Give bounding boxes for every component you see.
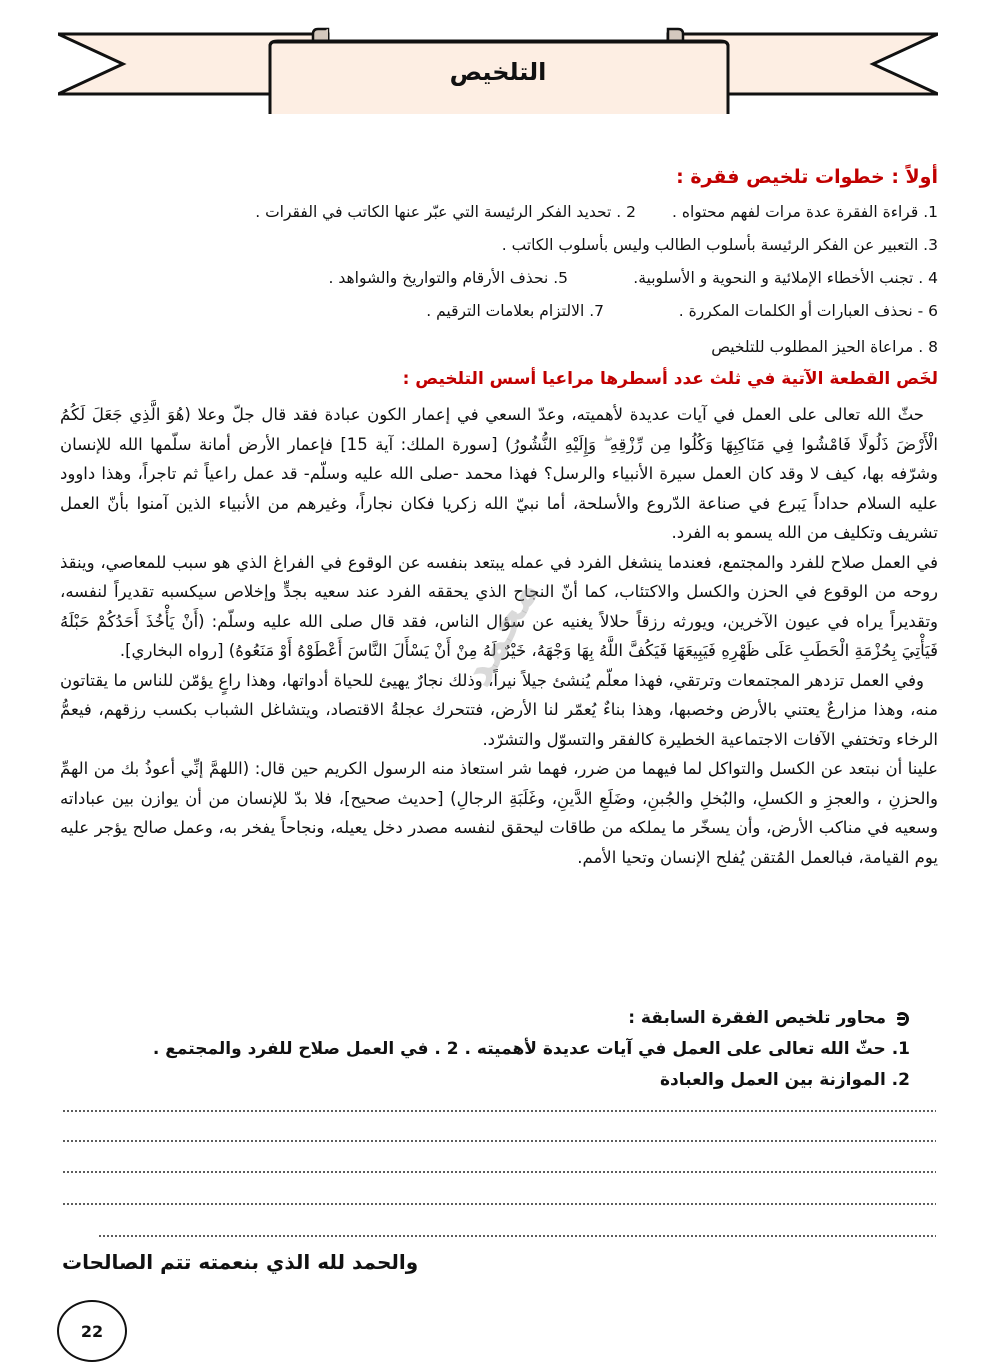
step-7: 7. الالتزام بعلامات الترقيم . bbox=[426, 302, 604, 320]
page-number bbox=[57, 1300, 127, 1362]
passage-paragraph-1: حثّ الله تعالى على العمل في آيات عديدة لأهميته، وعدّ السعي في إعمار الكون عبادة فقد قال جلّ وعلا (هُوَ الَّذِي جَعَلَ لَكُمُ الْأَرْضَ ذَلُولًا فَامْشُوا فِي مَنَاكِبِهَا وَكُلُوا مِن رِّزْقِهِ ۖ وَإِلَيْهِ النُّشُورُ) [سورة الملك: آية 15] فإعمار الأرض أمانة سلّمها الله للإنسان وشرّفه بها، كيف لا وقد كان العمل سيرة الأنبياء والرسل؟ فهذا محمد -صلى الله عليه وسلّم- قد عمل راعياً ثم تاجراً، وهذا داوود عليه السلام حداداً يَبرع في صناعة الدّروع والأسلحة، أما نبيّ الله زكريا فكان نجاراً، وغيرهم من الأنبياء الذين آمنوا بأنّ العمل تشريف وتكليف من الله يسمو به الفرد. bbox=[60, 405, 938, 542]
title-banner bbox=[58, 14, 938, 114]
step-8: 8 . مراعاة الحيز المطلوب للتلخيص bbox=[711, 338, 938, 356]
watermark: محمد bbox=[450, 570, 550, 695]
answer-line-5[interactable] bbox=[98, 1235, 936, 1237]
passage-paragraph-4: علينا أن نبتعد عن الكسل والتواكل لما فيهما من ضرر، فهما شر استعاذ منه الرسول الكريم حين قال: (اللهمَّ إنِّي أعوذُ بك من الهمِّ والحزنِ ، والعجزِ و الكسلِ، والبُخلِ والجُبنِ، وضَلَعِ الدَّينِ، وغَلَبَةِ الرجالِ) [حديث صحيح]، فلا بدّ للإنسان من أن يوازن بين عباداته وسعيه في مناكب الأرض، وأن يسخّر ما يملكه من طاقات ليحقق لنفسه مصدر دخل يعيله، ونجاحاً يفخر به، وعمل صالح يؤجر عليه يوم القيامة، فبالعمل المُتقن يُفلح الإنسان وتحيا الأمم. bbox=[60, 759, 938, 867]
step-4: 4 . تجنب الأخطاء الإملائية و النحوية و الأسلوبية. bbox=[633, 269, 938, 287]
summary-axes-heading bbox=[130, 1003, 910, 1034]
answer-line-3[interactable] bbox=[62, 1171, 936, 1173]
step-2: 2 . تحديد الفكر الرئيسة التي عبّر عنها الكاتب في الفقرات . bbox=[255, 203, 636, 221]
steps-row-5 bbox=[60, 338, 938, 368]
passage-paragraph-3: وفي العمل تزدهر المجتمعات وترتقي، فهذا معلّم يُنشئ جيلاً نيراً، وذلك نجارٌ يهيئ للحياة أدواتها، وهذا راعٍ يؤمّن للناس ما يقتاتون منه، وهذا مزارعٌ يعتني بالأرض وخصبها، وهذا بناءٌ يُعمّر لنا الأرض، فتتحرك عجلةُ الاقتصاد، ويتشاغل الشباب بكسب رزقهم، فيعمُّ الرخاء وتختفي الآفات الاجتماعية الخطيرة كالفقر والتسوّل والتشرّد. bbox=[60, 670, 938, 749]
closing-phrase: والحمد لله الذي بنعمته تتم الصالحات bbox=[62, 1250, 419, 1274]
page-number-text: 22 bbox=[80, 1321, 104, 1341]
steps-row-3 bbox=[60, 269, 938, 299]
steps-row-4 bbox=[60, 302, 938, 332]
arrow-circle-icon bbox=[894, 1011, 910, 1027]
step-6: 6 - نحذف العبارات أو الكلمات المكررة . bbox=[678, 302, 938, 320]
page-title: التلخيص bbox=[449, 58, 547, 86]
summary-axes-heading-text: محاور تلخيص الفقرة السابقة : bbox=[628, 1008, 886, 1028]
passage bbox=[60, 400, 938, 872]
step-1: 1. قراءة الفقرة عدة مرات لفهم محتواه . bbox=[672, 203, 938, 221]
summary-axes bbox=[130, 1003, 910, 1096]
answer-line-1[interactable] bbox=[62, 1110, 936, 1112]
passage-paragraph-2: في العمل صلاح للفرد والمجتمع، فعندما ينشغل الفرد في عمله يبتعد بنفسه عن الوقوع في الفراغ الذي هو سبب للمعاصي، وينقذ روحه من الوقوع في الحزن والكسل والاكتئاب، كما أنّ النجاح الذي يحققه الفرد عند سعيه بجدٍّ وإخلاص سيكسبه تقديراً لنفسه، وتقديراً يراه في عيون الآخرين، ويورثه رزقاً حلالاً يغنيه عن سؤال الناس، فقد قال صلى الله عليه وسلّم: (أَنْ يَأْخُذَ أَحَدُكُمْ حَبْلَهُ فَيَأْتِيَ بِحُزْمَةِ الْحَطَبِ عَلَى ظَهْرِهِ فَيَبِيعَهَا فَيَكُفَّ اللَّهُ بِهَا وَجْهَهُ، خَيْرٌ لَهُ مِنْ أَنْ يَسْأَلَ النَّاسَ أَعْطَوْهُ أَوْ مَنَعُوهُ) [رواه البخاري]. bbox=[60, 552, 938, 660]
answer-line-2[interactable] bbox=[62, 1140, 936, 1142]
task-instruction: لخَص القطعة الآتية في ثلث عدد أسطرها مراعيا أسس التلخيص : bbox=[402, 369, 938, 389]
section-heading-steps: أولاً : خطوات تلخيص فقرة : bbox=[676, 166, 938, 188]
steps-row-1 bbox=[60, 203, 938, 233]
summary-axes-line-2: 2. الموازنة بين العمل والعبادة bbox=[659, 1070, 910, 1090]
summary-axes-line-1: 1. حثّ الله تعالى على العمل في آيات عديدة لأهميته . 2 . في العمل صلاح للفرد والمجتمع . bbox=[152, 1039, 910, 1059]
step-3: 3. التعبير عن الفكر الرئيسة بأسلوب الطالب وليس بأسلوب الكاتب . bbox=[501, 236, 938, 254]
steps-row-2 bbox=[60, 236, 938, 266]
answer-line-4[interactable] bbox=[62, 1203, 936, 1205]
step-5: 5. نحذف الأرقام والتواريخ والشواهد . bbox=[328, 269, 568, 287]
